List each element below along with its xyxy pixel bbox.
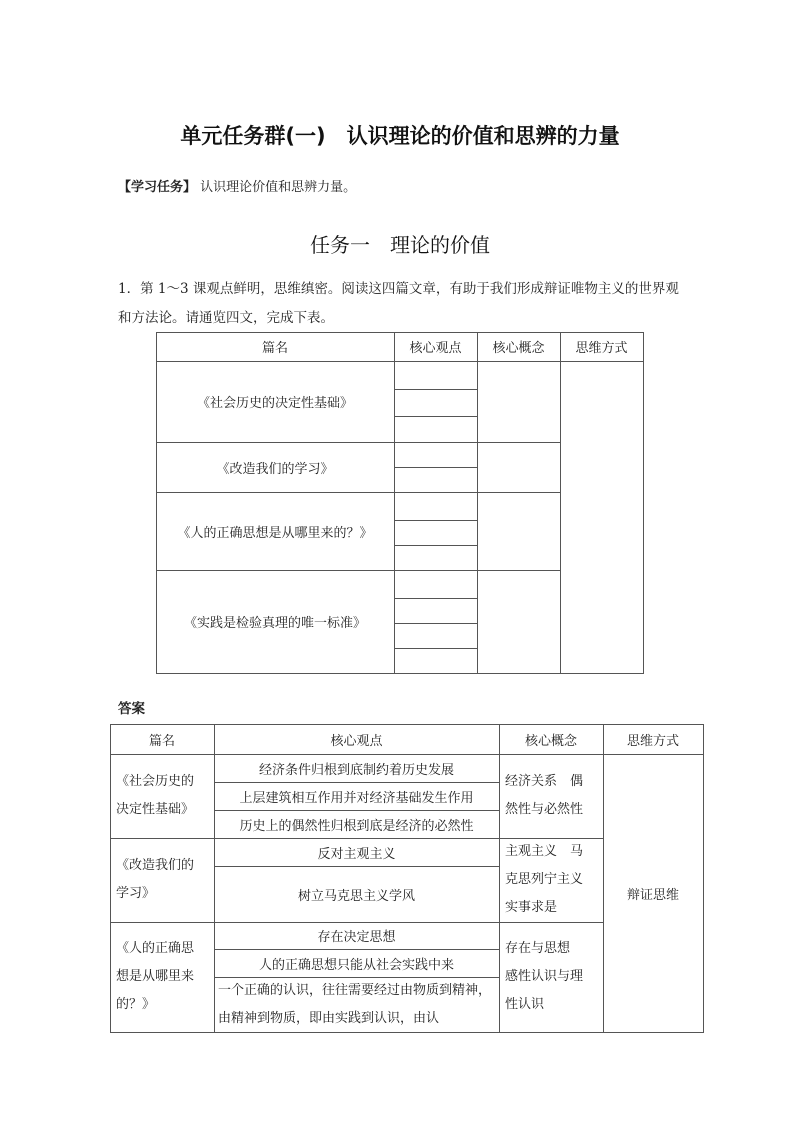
core-point: 存在决定思想 [317, 930, 396, 945]
table-border [703, 724, 704, 1033]
article-title: 《社会历史的决定性基础》 [196, 396, 353, 411]
column-header: 篇名 [148, 733, 175, 749]
thinking-mode: 辩证思维 [626, 887, 679, 903]
column-header: 思维方式 [626, 733, 679, 749]
article-title: 《人的正确思想是从哪里来的？》 [116, 941, 195, 1012]
article-title: 《社会历史的决定性基础》 [116, 774, 195, 817]
column-header: 核心概念 [524, 733, 577, 749]
core-point: 人的正确思想只能从社会实践中来 [258, 957, 454, 973]
question-text: 1．第 1～3 课观点鲜明，思维缜密。阅读这四篇文章，有助于我们形成辩证唯物主义的世界观和方法论。请通览四文，完成下表。 [118, 281, 679, 326]
column-header: 核心观点 [409, 341, 462, 356]
page-title: 单元任务群(一) 认识理论的价值和思辨的力量 [180, 124, 620, 148]
core-point: 反对主观主义 [317, 846, 396, 862]
core-point: 上层建筑相互作用并对经济基础发生作用 [239, 790, 474, 806]
core-point: 历史上的偶然性归根到底是经济的必然性 [239, 818, 474, 834]
core-point: 经济条件归根到底制约着历史发展 [258, 762, 454, 778]
column-header: 篇名 [261, 341, 288, 356]
core-point: 树立马克思主义学风 [297, 888, 415, 904]
column-header: 思维方式 [575, 341, 628, 356]
section-title: 任务一 理论的价值 [310, 233, 490, 257]
learning-task-text: 认识理论价值和思辨力量。 [200, 180, 357, 195]
core-concept: 存在与思想 感性认识与理性认识 [505, 941, 584, 1012]
column-header: 核心概念 [492, 341, 545, 356]
article-title: 《人的正确思想是从哪里来的？》 [177, 525, 373, 541]
article-title: 《实践是检验真理的唯一标准》 [183, 616, 366, 631]
core-concept: 经济关系 偶然性与必然性 [505, 774, 584, 817]
answer-label: 答案 [118, 701, 145, 717]
core-concept: 主观主义 马克思列宁主义 实事求是 [505, 844, 597, 915]
column-header: 核心观点 [330, 733, 383, 749]
article-title: 《改造我们的学习》 [216, 461, 334, 477]
article-title: 《改造我们的学习》 [116, 858, 195, 901]
learning-task-label: 【学习任务】 [118, 180, 197, 195]
core-point: 一个正确的认识，往往需要经过由物质到精神，由精神到物质，即由实践到认识，由认 [218, 982, 492, 1026]
